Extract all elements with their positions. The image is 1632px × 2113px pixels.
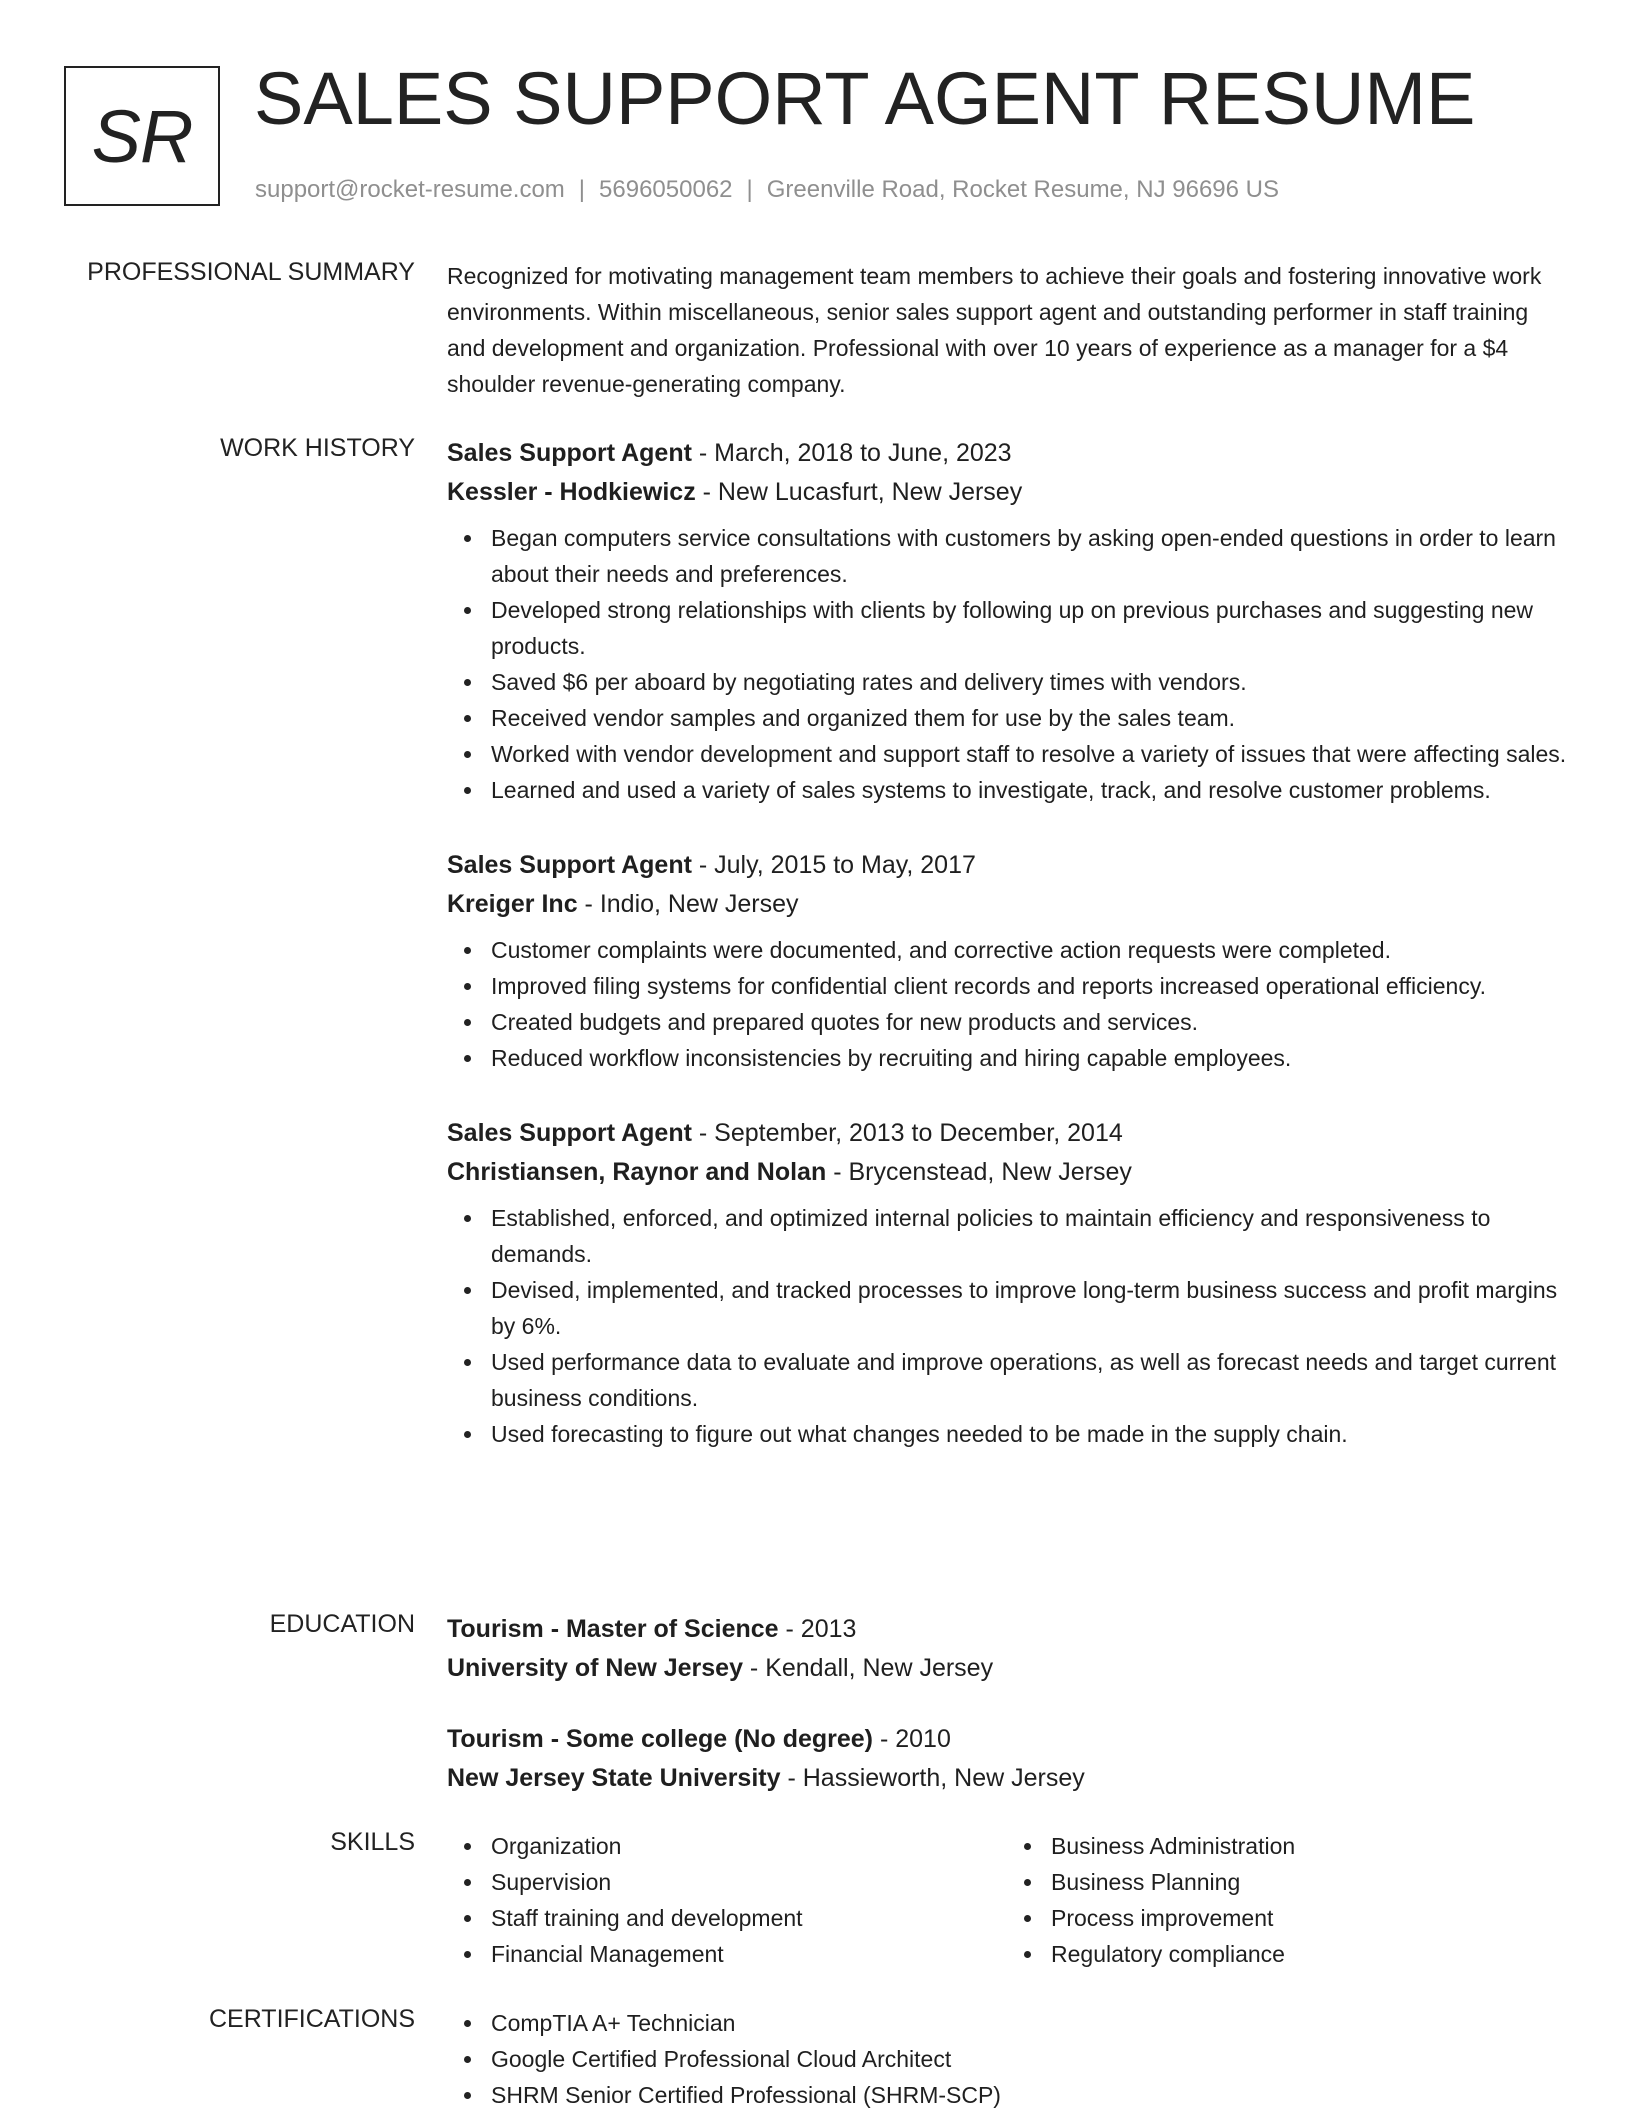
job-bullet: Used forecasting to figure out what changes needed to be made in the supply chain. (491, 1416, 1567, 1452)
education-location: - Hassieworth, New Jersey (780, 1764, 1085, 1792)
skill-item: Financial Management (491, 1936, 1007, 1972)
contact-phone[interactable]: 5696050062 (599, 176, 733, 203)
job-bullet: Saved $6 per aboard by negotiating rates and delivery times with vendors. (491, 664, 1567, 700)
job-bullets (447, 1200, 1567, 1452)
contact-email[interactable]: support@rocket-resume.com (255, 176, 565, 203)
job-title-line (447, 1114, 1567, 1153)
education-degree: Tourism - Master of Science (447, 1615, 779, 1643)
resume-title: SALES SUPPORT AGENT RESUME (254, 57, 1476, 140)
section-label-skills: SKILLS (330, 1828, 415, 1856)
section-label-summary: PROFESSIONAL SUMMARY (87, 258, 415, 286)
section-label-work-history: WORK HISTORY (220, 434, 415, 462)
monogram-initials: SR (91, 94, 193, 178)
skill-item: Business Administration (1051, 1828, 1567, 1864)
skills-grid (447, 1828, 1567, 1972)
job-location: - Brycenstead, New Jersey (826, 1158, 1132, 1186)
job-bullets (447, 932, 1567, 1076)
job-bullet: Developed strong relationships with clients by following up on previous purchases and suggesting new products. (491, 592, 1567, 664)
job-title-line (447, 434, 1567, 473)
job-bullet: Began computers service consultations with customers by asking open-ended questions in order to learn about their needs and preferences. (491, 520, 1567, 592)
education-year: - 2013 (778, 1615, 857, 1643)
education-location: - Kendall, New Jersey (742, 1654, 994, 1682)
education-school: University of New Jersey (447, 1654, 743, 1682)
job-bullet: Learned and used a variety of sales systems to investigate, track, and resolve customer problems. (491, 772, 1567, 808)
certification-item: Google Certified Professional Cloud Architect (491, 2041, 1567, 2077)
job-company-line (447, 885, 1567, 924)
job-location: - New Lucasfurt, New Jersey (695, 478, 1023, 506)
certifications-list (447, 2005, 1567, 2113)
job-title: Sales Support Agent (447, 851, 692, 879)
job-bullet: Used performance data to evaluate and improve operations, as well as forecast needs and target current business conditions. (491, 1344, 1567, 1416)
job-entry (447, 434, 1567, 808)
job-bullet: Received vendor samples and organized them for use by the sales team. (491, 700, 1567, 736)
job-bullet: Reduced workflow inconsistencies by recruiting and hiring capable employees. (491, 1040, 1567, 1076)
skill-item: Business Planning (1051, 1864, 1567, 1900)
contact-line (255, 176, 1279, 204)
section-label-certifications: CERTIFICATIONS (208, 2005, 415, 2033)
skill-item: Staff training and development (491, 1900, 1007, 1936)
contact-separator: | (578, 176, 586, 203)
certification-item: SHRM Senior Certified Professional (SHRM-SCP) (491, 2077, 1567, 2113)
section-label-education: EDUCATION (269, 1610, 415, 1638)
skill-item: Organization (491, 1828, 1007, 1864)
education-entry (447, 1720, 1567, 1798)
job-location: - Indio, New Jersey (577, 890, 799, 918)
job-bullet: Improved filing systems for confidential client records and reports increased operational efficiency. (491, 968, 1567, 1004)
job-entry (447, 846, 1567, 1076)
education-degree-line (447, 1610, 1567, 1649)
job-dates: - September, 2013 to December, 2014 (691, 1119, 1123, 1147)
job-entry (447, 1114, 1567, 1452)
job-dates: - March, 2018 to June, 2023 (691, 439, 1012, 467)
education-entry (447, 1610, 1567, 1688)
contact-separator: | (746, 176, 753, 203)
work-history-body (447, 434, 1567, 1490)
job-bullets (447, 520, 1567, 808)
job-company-line (447, 473, 1567, 512)
skill-item: Regulatory compliance (1051, 1936, 1567, 1972)
education-school: New Jersey State University (447, 1764, 781, 1792)
job-bullet: Worked with vendor development and support staff to resolve a variety of issues that were affecting sales. (491, 736, 1567, 772)
job-company: Christiansen, Raynor and Nolan (447, 1158, 827, 1186)
job-company: Kreiger Inc (447, 890, 578, 918)
skill-item: Process improvement (1051, 1900, 1567, 1936)
job-bullet: Established, enforced, and optimized internal policies to maintain efficiency and responsiveness to demands. (491, 1200, 1567, 1272)
summary-text: Recognized for motivating management team members to achieve their goals and fostering innovative work environments. Within miscellaneous, senior sales support agent and outstanding performer in staff training and development and organization. Professional with over 10 years of experience as a manager for a $4 shoulder revenue-generating company. (447, 263, 1542, 397)
skills-column-1 (447, 1828, 1007, 1972)
job-company-line (447, 1153, 1567, 1192)
certifications-body (447, 2005, 1567, 2113)
job-bullet: Created budgets and prepared quotes for new products and services. (491, 1004, 1567, 1040)
summary-body (447, 258, 1567, 402)
education-degree: Tourism - Some college (No degree) (447, 1725, 874, 1753)
job-bullet: Customer complaints were documented, and corrective action requests were completed. (491, 932, 1567, 968)
skills-column-2 (1007, 1828, 1567, 1972)
education-school-line (447, 1649, 1567, 1688)
job-title: Sales Support Agent (447, 439, 692, 467)
job-dates: - July, 2015 to May, 2017 (691, 851, 976, 879)
certification-item: CompTIA A+ Technician (491, 2005, 1567, 2041)
education-school-line (447, 1759, 1567, 1798)
education-body (447, 1610, 1567, 1830)
job-company: Kessler - Hodkiewicz (447, 478, 696, 506)
skill-item: Supervision (491, 1864, 1007, 1900)
education-degree-line (447, 1720, 1567, 1759)
skills-body (447, 1828, 1567, 1972)
contact-address: Greenville Road, Rocket Resume, NJ 96696 US (766, 176, 1279, 203)
job-title-line (447, 846, 1567, 885)
job-title: Sales Support Agent (447, 1119, 692, 1147)
job-bullet: Devised, implemented, and tracked processes to improve long-term business success and profit margins by 6%. (491, 1272, 1567, 1344)
education-year: - 2010 (873, 1725, 951, 1753)
monogram-box (64, 66, 220, 206)
